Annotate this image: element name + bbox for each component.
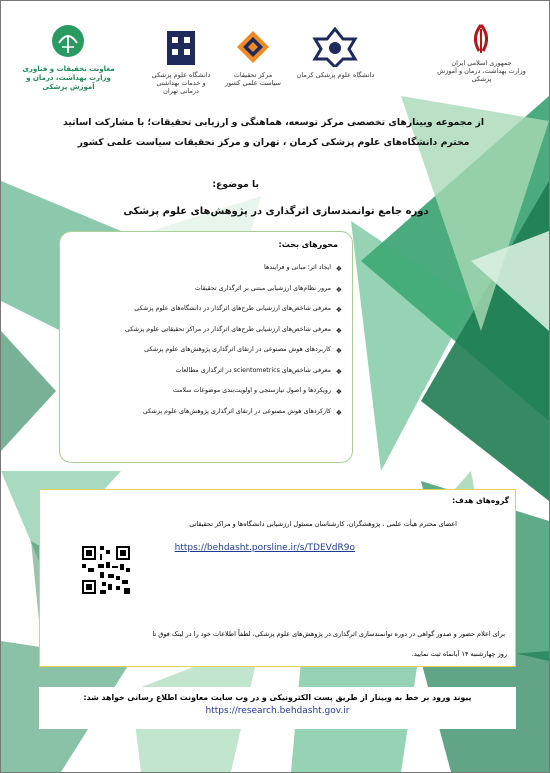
logo-caption: دانشگاه علوم پزشکی (151, 71, 211, 79)
diamond-bullet-icon: ❖ (335, 408, 342, 417)
iran-emblem-icon (429, 23, 534, 55)
list-item (68, 407, 342, 428)
logo-caption: و خدمات بهداشتی درمانی تهران (156, 79, 206, 96)
intro-text (21, 113, 526, 153)
footer-box (39, 687, 516, 729)
axes-title: محورهای بحث: (278, 240, 338, 249)
intro-line: محترم دانشگاه‌های علوم پزشکی کرمان ، تهران و مرکز تحقیقات سیاست علمی کشور (77, 137, 470, 148)
target-groups-box (39, 489, 516, 667)
list-item (68, 386, 342, 407)
list-item (68, 325, 342, 346)
ministry-emblem-logo (429, 23, 534, 83)
list-item (68, 304, 342, 325)
list-item-label: رویکردها و اصول نیازسنجی و اولویت‌بندی موضوعات سلامت (172, 387, 331, 394)
logo-caption: وزارت بهداشت، درمان و آموزش پزشکی (437, 67, 526, 84)
target-title: گروه‌های هدف: (452, 496, 509, 505)
footer-title: پیوند ورود بر خط به وبینار از طریق پست الکترونیکی و در وب سایت معاونت اطلاع رسانی خواهد شد: (83, 693, 472, 702)
diamond-bullet-icon: ❖ (335, 265, 342, 273)
target-audience: اعضای محترم هیأت علمی ، پژوهشگران، کارشناسان مسئول ارزشیابی دانشگاه‌ها و مراکز تحقیقاتی (189, 520, 457, 528)
diamond-bullet-icon: ❖ (335, 367, 342, 376)
science-policy-center-logo (223, 29, 283, 87)
diamond-mosaic-icon (223, 29, 283, 67)
list-item-label: معرفی شاخص‌های scientometrics در اثرگذاری مطالعات (175, 366, 331, 374)
diamond-bullet-icon: ❖ (335, 306, 342, 314)
list-item (68, 345, 342, 366)
list-item-label: کاربردهای هوش مصنوعی در ارتقای اثرگذاری پژوهش‌های علوم پزشکی (144, 346, 331, 353)
list-item-label: کارکردهای هوش مصنوعی در ارتقای اثرگذاری پژوهش‌های علوم پزشکی (142, 407, 331, 415)
list-item (68, 284, 342, 305)
list-item (68, 366, 342, 387)
registration-link[interactable]: https://behdasht.porsline.ir/s/TDEVdR9o (174, 543, 355, 553)
list-item-label: ایجاد اثر؛ مبانی و فرایندها (264, 264, 331, 271)
intro-line: از مجموعه وبینارهای تخصصی مرکز توسعه، هماهنگی و ارزیابی تحقیقات؛ با مشارکت اساتید (62, 117, 485, 128)
registration-note: برای اعلام حضور و صدور گواهی در دوره توانمندسازی اثرگذاری در پژوهش‌های علوم پزشکی، لطفاً اطلاعات خود را در لینک فوق تا (152, 630, 505, 638)
logo-caption: معاونت تحقیقات و فناوری (22, 65, 115, 73)
list-item-label: معرفی شاخص‌های ارزشیابی طرح‌های اثرگذار در مراکز تحقیقاتی علوم پزشکی (125, 325, 331, 333)
list-item (68, 263, 342, 284)
research-site-link[interactable]: https://research.behdasht.gov.ir (205, 706, 350, 716)
tree-icon (21, 23, 116, 61)
list-item-label: معرفی شاخص‌های ارزشیابی طرح‌های اثرگذار در دانشگاه‌های علوم پزشکی (134, 305, 331, 312)
logo-caption: جمهوری اسلامی ایران (451, 59, 512, 67)
diamond-bullet-icon: ❖ (335, 326, 342, 335)
axes-list (68, 263, 342, 427)
subject-label: با موضوع: (212, 179, 259, 190)
diamond-bullet-icon: ❖ (335, 347, 342, 355)
discussion-axes-box (59, 231, 353, 463)
logo-caption: مرکز تحقیقات سیاست علمی کشور (225, 71, 281, 88)
ministry-research-logo (21, 23, 116, 91)
university-emblem-icon (151, 29, 211, 67)
topic-title: دوره جامع توانمندسازی اثرگذاری در پژوهش‌های علوم پزشکی (123, 206, 429, 217)
qr-code-icon[interactable] (80, 544, 132, 596)
diamond-bullet-icon: ❖ (335, 285, 342, 294)
diamond-bullet-icon: ❖ (335, 388, 342, 396)
logo-caption: دانشگاه علوم پزشکی کرمان (296, 71, 375, 79)
kerman-university-logo (293, 27, 378, 79)
registration-deadline: روز چهارشنبه ۱۴ آبانماه ثبت نمایید. (411, 650, 507, 658)
list-item-label: مرور نظام‌های ارزشیابی مبتنی بر اثرگذاری تحقیقات (194, 284, 331, 292)
tehran-university-logo (151, 29, 211, 95)
logo-caption: وزارت بهداشت، درمان و آموزش پزشکی (26, 73, 111, 91)
star-emblem-icon (293, 27, 378, 67)
